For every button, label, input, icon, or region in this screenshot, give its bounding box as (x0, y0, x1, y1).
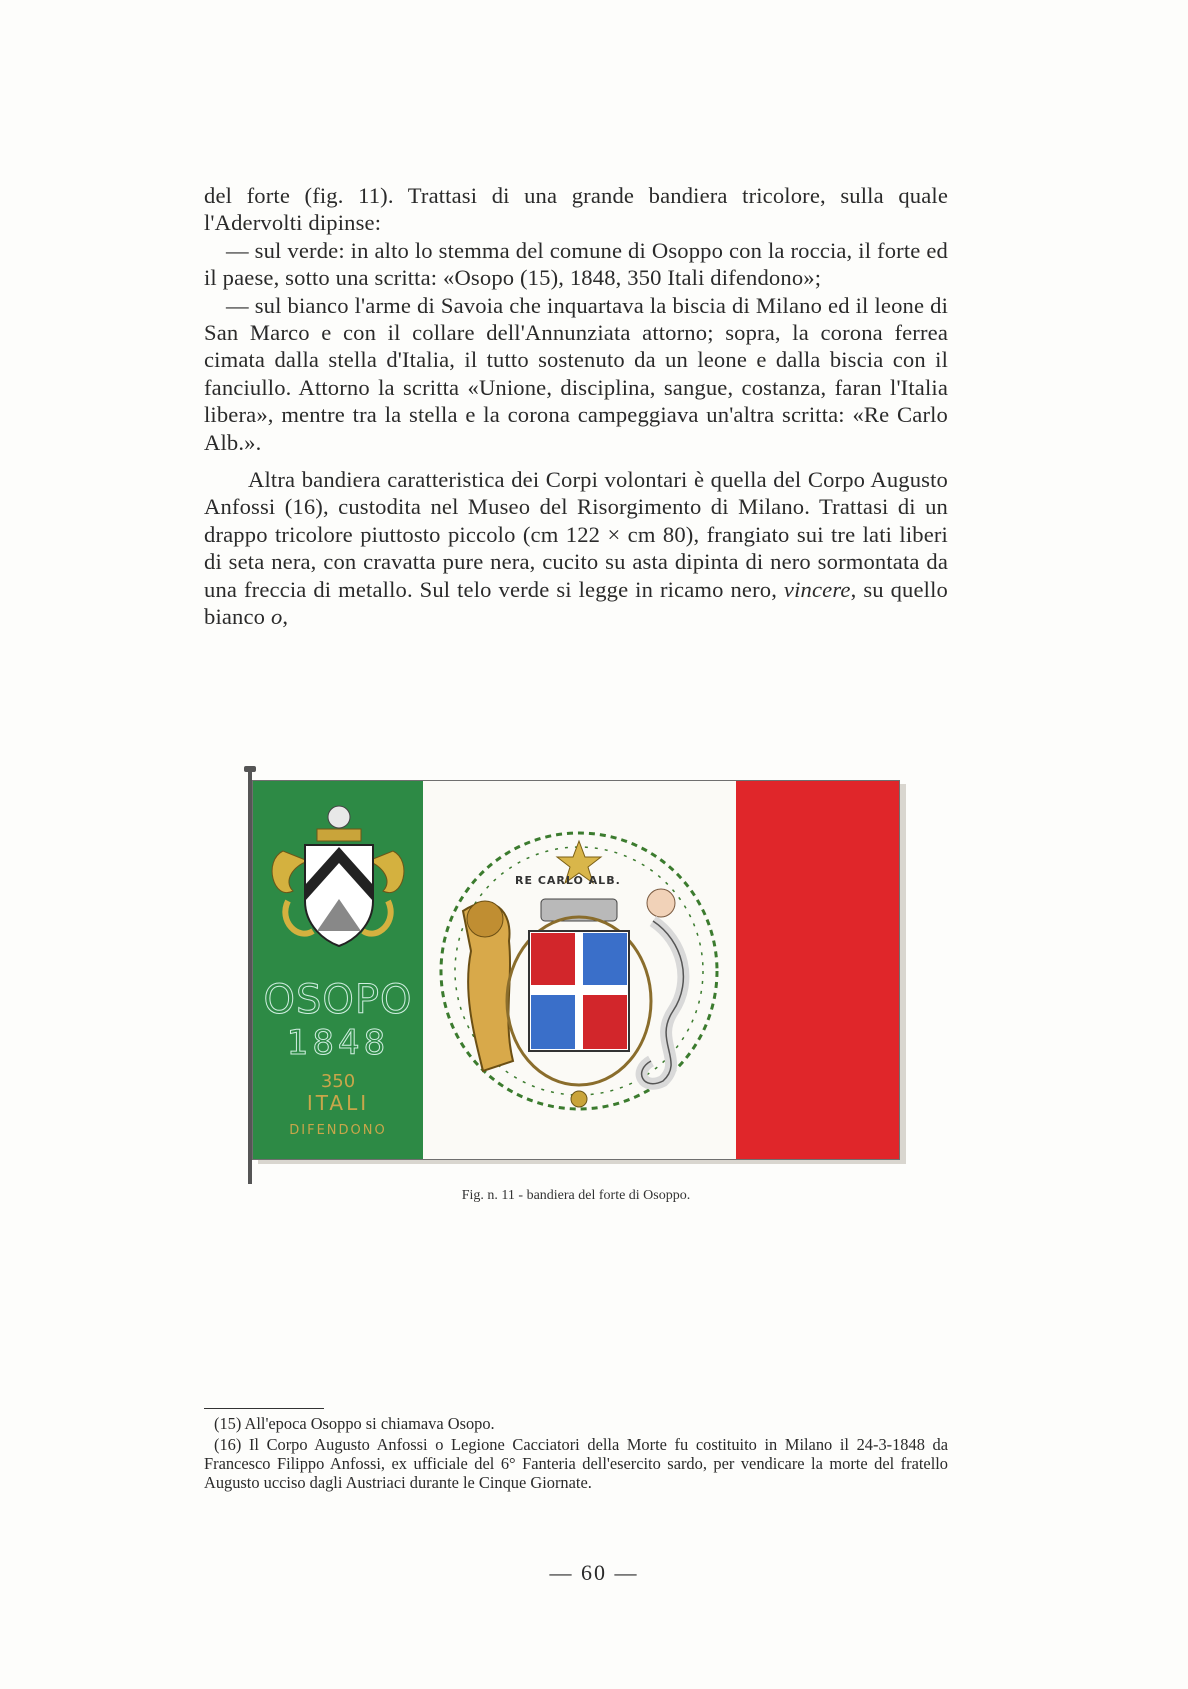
tricolor-flag (252, 780, 900, 1160)
white-text-re-carlo: RE CARLO ALB. (515, 874, 621, 887)
green-text-difendono: DIFENDONO (289, 1123, 387, 1138)
savoy-coat-of-arms (423, 781, 736, 1161)
body-text (204, 182, 948, 631)
flag-figure (252, 780, 900, 1203)
paragraph-4-text: Altra bandiera caratteristica dei Corpi volontari è quella del Corpo Augusto Anfossi (16), custodita nel Museo del Risorgimento di Milano. Trattasi di un drappo tricolore piuttosto piccolo (cm 122 × cm 80), frangiato sui tre lati liberi di seta nera, con cravatta pure nera, cucito su asta dipinta di nero sormontata da una freccia di metallo. Sul telo verde si legge in ricamo nero, (204, 467, 948, 602)
green-text-year: 1848 (286, 1023, 390, 1063)
page-number: — 60 — (549, 1560, 639, 1585)
paragraph-4-text-b: , su quello bianco (204, 576, 948, 630)
flag-green-band (253, 781, 423, 1159)
paragraph-2: — sul verde: in alto lo stemma del comune di Osoppo con la roccia, il forte ed il paese, sotto una scritta: «Osopo (15), 1848, 350 Itali difendono»; (204, 237, 948, 291)
paragraph-4-text-c: , (282, 604, 289, 630)
green-text-number: 350 (320, 1071, 356, 1092)
footnote-16: (16) Il Corpo Augusto Anfossi o Legione Cacciatori della Morte fu costituito in Milano il 24-3-1848 da Francesco Filippo Anfossi, ex ufficiale del 6° Fanteria dell'esercito sardo, per vendicare la morte del fratello Augusto ucciso dagli Austriaci durante le Cinque Giornate. (204, 1435, 948, 1492)
footnotes (204, 1414, 948, 1494)
paragraph-4 (204, 466, 948, 630)
green-text-osopo: OSOPO (263, 977, 413, 1023)
green-text-itali: ITALI (306, 1091, 370, 1115)
paragraph-1: del forte (fig. 11). Trattasi di una grande bandiera tricolore, sulla quale l'Adervolti dipinse: (204, 183, 948, 236)
osoppo-coat-of-arms (253, 781, 423, 981)
figure-caption: Fig. n. 11 - bandiera del forte di Osoppo. (461, 1188, 691, 1203)
italic-vincere: vincere (783, 576, 851, 602)
footnote-rule (204, 1408, 324, 1409)
flag-white-band (423, 781, 736, 1159)
flag-red-band (736, 781, 899, 1159)
paragraph-3: — sul bianco l'arme di Savoia che inquartava la biscia di Milano ed il leone di San Marco e con il collare dell'Annunziata attorno; sopra, la corona ferrea cimata dalla stella d'Italia, il tutto sostenuto da un leone e dalla biscia con il fanciullo. Attorno la scritta «Unione, disciplina, sangue, costanza, faran l'Italia libera», mentre tra la stella e la corona campeggiava un'altra scritta: «Re Carlo Alb.». (204, 292, 948, 455)
footnote-15: (15) All'epoca Osoppo si chiamava Osopo. (214, 1414, 495, 1433)
italic-o: o (270, 604, 283, 630)
